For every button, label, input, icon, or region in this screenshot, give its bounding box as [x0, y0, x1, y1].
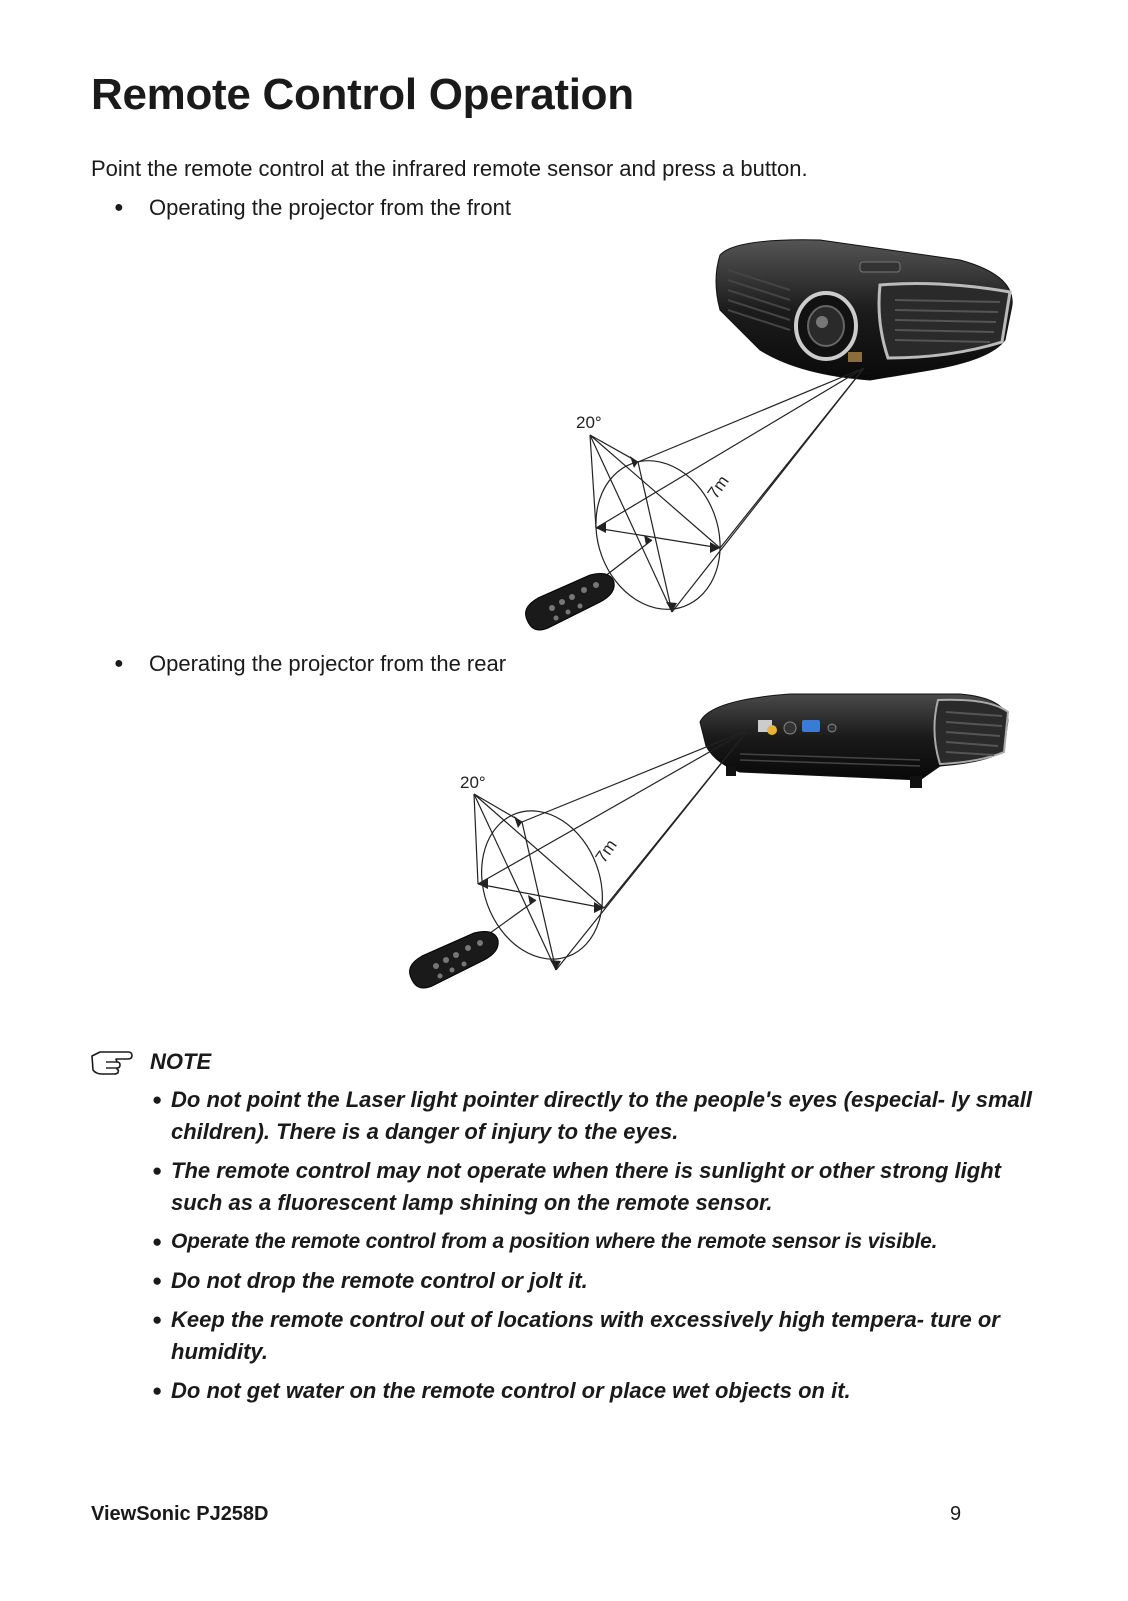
front-operation-caption — [114, 195, 511, 221]
page-number: 9 — [950, 1503, 962, 1525]
note-item: ● Keep the remote control out of locations with excessively high tempera- ture or humidity. — [152, 1307, 1000, 1364]
note-list — [152, 1084, 1032, 1414]
rear-angle-label: 20° — [460, 773, 486, 792]
note-item: ● The remote control may not operate when there is sunlight or other strong light such as a fluorescent lamp shining on the remote sensor. — [152, 1158, 1001, 1215]
bullet-dot: ● — [114, 199, 124, 216]
front-caption-text: Operating the projector from the front — [149, 195, 511, 220]
projector-front-image — [716, 240, 1012, 380]
remote-control-image — [526, 574, 615, 630]
front-angle-label: 20° — [576, 413, 602, 432]
rear-operation-caption — [114, 651, 506, 677]
note-item: ● Do not point the Laser light pointer directly to the people's eyes (especial- ly small children). There is a danger of injury to the eyes. — [152, 1087, 1032, 1144]
note-header — [90, 1048, 211, 1076]
note-item: ● Do not get water on the remote control or place wet objects on it. — [152, 1378, 851, 1403]
pointing-hand-icon — [90, 1048, 134, 1076]
rear-operation-illustration — [0, 680, 1128, 1010]
note-item: ● Operate the remote control from a position where the remote sensor is visible. — [152, 1230, 938, 1253]
remote-control-image — [410, 932, 499, 988]
beam-arrowheads-front — [596, 456, 720, 612]
page-title: Remote Control Operation — [91, 70, 634, 119]
footer-brand-model: ViewSonic PJ258D — [91, 1503, 269, 1525]
bullet-dot: ● — [114, 655, 124, 672]
front-operation-illustration — [0, 230, 1128, 650]
rear-caption-text: Operating the projector from the rear — [149, 651, 507, 676]
front-distance-label: 7m — [703, 472, 733, 503]
rear-distance-label: 7m — [591, 836, 621, 867]
note-title: NOTE — [150, 1049, 212, 1074]
projector-rear-image — [700, 694, 1008, 788]
note-item: ● Do not drop the remote control or jolt it. — [152, 1268, 588, 1293]
intro-text: Point the remote control at the infrared remote sensor and press a button. — [91, 156, 808, 181]
